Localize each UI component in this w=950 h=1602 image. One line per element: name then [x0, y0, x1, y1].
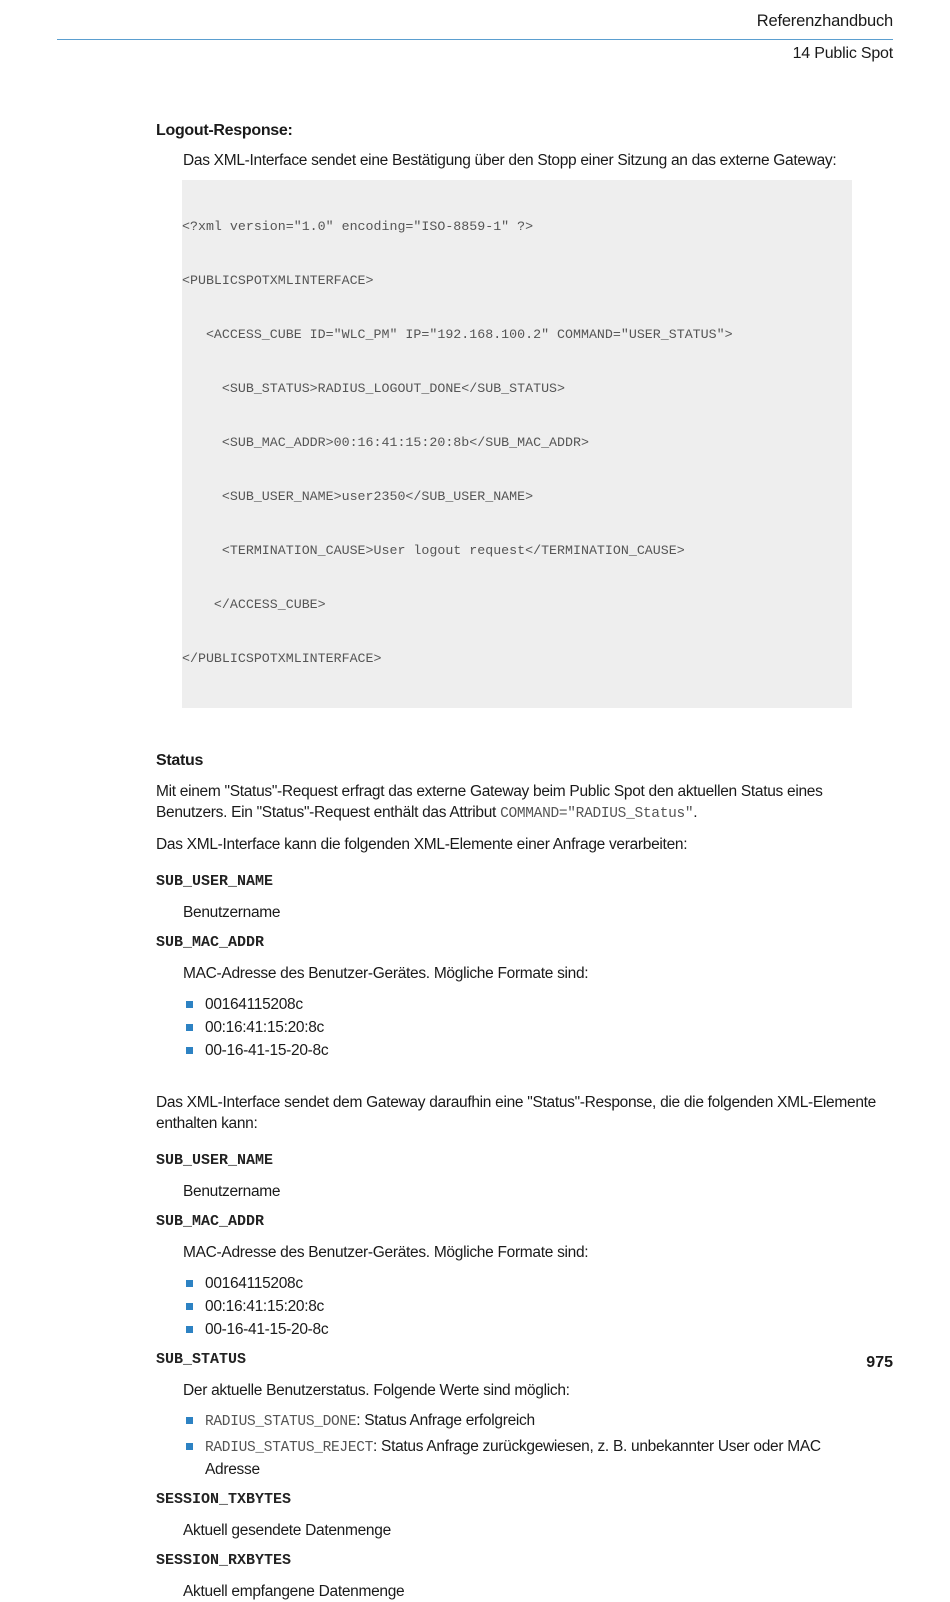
resp-term-session-rxbytes: SESSION_RXBYTES — [156, 1552, 292, 1569]
code-line: <TERMINATION_CAUSE>User logout request</TERMINATION_CAUSE> — [182, 543, 685, 558]
square-bullet-icon — [186, 1443, 193, 1450]
list-item — [186, 1436, 836, 1480]
resp-desc-session-rxbytes: Aktuell empfangene Datenmenge — [183, 1583, 405, 1600]
list-item — [186, 1272, 896, 1295]
code-line: <SUB_STATUS>RADIUS_LOGOUT_DONE</SUB_STATUS> — [182, 381, 566, 396]
resp-term-sub-mac-addr: SUB_MAC_ADDR — [156, 1213, 265, 1230]
resp-desc-sub-user-name: Benutzername — [183, 1183, 281, 1200]
logout-response-intro: Das XML-Interface sendet eine Bestätigung über den Stopp einer Sitzung an das externe Gateway: — [183, 152, 837, 169]
status-heading: Status — [156, 752, 204, 769]
req-desc-sub-user-name: Benutzername — [183, 904, 281, 921]
request-elements-intro: Das XML-Interface kann die folgenden XML-Elemente einer Anfrage verarbeiten: — [156, 836, 688, 853]
resp-term-sub-user-name: SUB_USER_NAME — [156, 1152, 274, 1169]
logout-response-code-block — [182, 180, 852, 708]
list-item — [186, 1039, 896, 1062]
mac-format-text: 00164115208c — [205, 996, 303, 1013]
status-value-code: RADIUS_STATUS_DONE — [205, 1414, 357, 1430]
list-item — [186, 1410, 836, 1433]
code-line: </PUBLICSPOTXMLINTERFACE> — [182, 651, 382, 666]
resp-desc-sub-status: Der aktuelle Benutzerstatus. Folgende Werte sind möglich: — [183, 1382, 570, 1399]
header-title: Referenzhandbuch — [756, 12, 893, 30]
req-term-sub-user-name: SUB_USER_NAME — [156, 873, 274, 890]
status-command-attribute: COMMAND="RADIUS_Status" — [500, 806, 694, 822]
status-value-text: : Status Anfrage zurückgewiesen, z. B. unbekannter User oder MAC Adresse — [205, 1438, 821, 1478]
code-line: <PUBLICSPOTXMLINTERFACE> — [182, 273, 374, 288]
status-intro-text: Mit einem "Status"-Request erfragt das externe Gateway beim Public Spot den aktuellen Status eines Benutzers. Ein "Status"-Request enthält das Attribut — [156, 783, 823, 821]
square-bullet-icon — [186, 1024, 193, 1031]
square-bullet-icon — [186, 1047, 193, 1054]
mac-format-text: 00:16:41:15:20:8c — [205, 1298, 325, 1315]
list-item — [186, 1295, 896, 1318]
logout-response-heading: Logout-Response: — [156, 122, 293, 139]
response-elements-intro: Das XML-Interface sendet dem Gateway daraufhin eine "Status"-Response, die die folgenden XML-Elemente enthalten kann: — [156, 1094, 876, 1132]
req-desc-sub-mac-addr: MAC-Adresse des Benutzer-Gerätes. Mögliche Formate sind: — [183, 965, 589, 982]
resp-term-session-txbytes: SESSION_TXBYTES — [156, 1491, 292, 1508]
resp-term-sub-status: SUB_STATUS — [156, 1351, 247, 1368]
list-item — [186, 993, 896, 1016]
header-chapter: 14 Public Spot — [792, 45, 893, 62]
resp-mac-format-list — [156, 1272, 896, 1341]
main-content — [156, 120, 896, 1602]
square-bullet-icon — [186, 1001, 193, 1008]
resp-desc-sub-mac-addr: MAC-Adresse des Benutzer-Gerätes. Mögliche Formate sind: — [183, 1244, 589, 1261]
mac-format-text: 00-16-41-15-20-8c — [205, 1321, 329, 1338]
mac-format-text: 00164115208c — [205, 1275, 303, 1292]
mac-format-text: 00-16-41-15-20-8c — [205, 1042, 329, 1059]
square-bullet-icon — [186, 1303, 193, 1310]
list-item — [186, 1016, 896, 1039]
status-values-list — [156, 1410, 836, 1480]
square-bullet-icon — [186, 1280, 193, 1287]
status-intro-paragraph — [156, 781, 896, 825]
list-item — [186, 1318, 896, 1341]
page-number: 975 — [866, 1354, 893, 1371]
square-bullet-icon — [186, 1326, 193, 1333]
req-mac-format-list — [156, 993, 896, 1062]
square-bullet-icon — [186, 1417, 193, 1424]
code-line: </ACCESS_CUBE> — [182, 597, 326, 612]
code-line: <SUB_USER_NAME>user2350</SUB_USER_NAME> — [182, 489, 534, 504]
code-line: <SUB_MAC_ADDR>00:16:41:15:20:8b</SUB_MAC_ADDR> — [182, 435, 589, 450]
status-intro-end: . — [693, 804, 698, 821]
status-value-code: RADIUS_STATUS_REJECT — [205, 1440, 374, 1456]
status-value-text: : Status Anfrage erfolgreich — [356, 1412, 535, 1429]
resp-desc-session-txbytes: Aktuell gesendete Datenmenge — [183, 1522, 391, 1539]
req-term-sub-mac-addr: SUB_MAC_ADDR — [156, 934, 265, 951]
code-line: <ACCESS_CUBE ID="WLC_PM" IP="192.168.100.2" COMMAND="USER_STATUS"> — [182, 327, 733, 342]
header-divider — [57, 39, 893, 40]
mac-format-text: 00:16:41:15:20:8c — [205, 1019, 325, 1036]
code-line: <?xml version="1.0" encoding="ISO-8859-1" ?> — [182, 219, 534, 234]
